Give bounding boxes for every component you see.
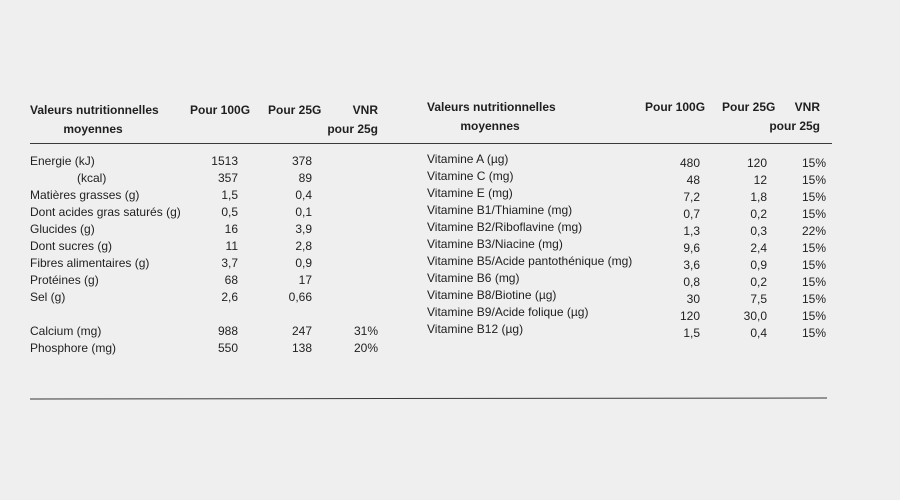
left-row-vnr: 31% (353, 324, 378, 338)
right-header-label-line1: Valeurs nutritionnelles (427, 100, 556, 114)
left-row-per25: 0,1 (295, 205, 312, 219)
right-row-per25: 0,9 (750, 258, 767, 272)
right-row-per100: 3,6 (683, 258, 700, 272)
right-row-per100: 480 (679, 156, 700, 170)
left-row-label: Calcium (mg) (30, 324, 102, 338)
right-row-label: Vitamine B6 (mg) (427, 271, 520, 285)
right-header-label (427, 98, 556, 136)
left-header-label-line2: moyennes (63, 122, 123, 136)
left-header-vnr-line1: VNR (352, 103, 378, 117)
left-row-vnr: 20% (353, 341, 378, 355)
right-header-per25: Pour 25G (722, 100, 776, 114)
right-header-label-line2: moyennes (460, 119, 520, 133)
left-header-label-line1: Valeurs nutritionnelles (30, 103, 159, 117)
left-row-per25: 378 (291, 154, 312, 168)
left-row-per100: 1513 (211, 154, 238, 168)
left-row-per25: 138 (291, 341, 312, 355)
left-row-per100: 357 (217, 171, 238, 185)
right-header-vnr (760, 98, 820, 136)
right-row-vnr: 15% (801, 156, 826, 170)
right-row-label: Vitamine B5/Acide pantothénique (mg) (427, 254, 633, 268)
right-row-vnr: 15% (801, 173, 826, 187)
left-row-label: Fibres alimentaires (g) (30, 256, 150, 270)
left-header-per100: Pour 100G (190, 103, 251, 117)
right-row-per25: 2,4 (750, 241, 767, 255)
right-row-per25: 1,8 (750, 190, 767, 204)
right-row-label: Vitamine E (mg) (427, 186, 513, 200)
right-row-vnr: 15% (801, 309, 826, 323)
left-row-per25: 2,8 (295, 239, 312, 253)
left-row-per100: 2,6 (221, 290, 238, 304)
right-row-per100: 9,6 (683, 241, 700, 255)
left-row-label: Energie (kJ) (30, 154, 95, 168)
left-row-per25: 0,9 (295, 256, 312, 270)
left-header-label (30, 101, 159, 139)
right-row-per100: 120 (679, 309, 700, 323)
right-row-label: Vitamine B2/Riboflavine (mg) (427, 220, 583, 234)
right-row-per100: 0,7 (683, 207, 700, 221)
right-row-label: Vitamine B12 (µg) (427, 322, 524, 336)
right-row-vnr: 15% (801, 241, 826, 255)
right-row-vnr: 15% (801, 292, 826, 306)
right-row-label: Vitamine B8/Biotine (µg) (427, 288, 557, 302)
right-row-vnr: 15% (801, 207, 826, 221)
left-row-per25: 3,9 (295, 222, 312, 236)
header-divider (30, 143, 832, 144)
left-header-per25: Pour 25G (268, 103, 322, 117)
left-row-label: Dont sucres (g) (30, 239, 113, 253)
right-row-vnr: 15% (801, 275, 826, 289)
right-row-per25: 0,4 (750, 326, 767, 340)
right-row-per100: 48 (686, 173, 700, 187)
right-row-vnr: 22% (801, 224, 826, 238)
right-row-per25: 120 (746, 156, 767, 170)
right-row-per25: 12 (753, 173, 767, 187)
left-row-per25: 247 (291, 324, 312, 338)
left-row-per100: 550 (217, 341, 238, 355)
left-row-per100: 0,5 (221, 205, 238, 219)
right-header-vnr-line2: pour 25g (769, 119, 820, 133)
right-row-label: Vitamine C (mg) (427, 169, 514, 183)
right-header-per100: Pour 100G (645, 100, 706, 114)
left-row-label: Dont acides gras saturés (g) (30, 205, 181, 219)
right-row-label: Vitamine A (µg) (427, 152, 509, 166)
left-row-per25: 17 (298, 273, 312, 287)
right-row-per25: 0,2 (750, 275, 767, 289)
bottom-divider (30, 398, 827, 400)
left-row-per100: 3,7 (221, 256, 238, 270)
right-row-per100: 30 (686, 292, 700, 306)
left-row-per100: 16 (224, 222, 238, 236)
right-row-per100: 1,3 (683, 224, 700, 238)
right-row-vnr: 15% (801, 190, 826, 204)
right-row-per25: 0,2 (750, 207, 767, 221)
left-row-per100: 68 (224, 273, 238, 287)
left-row-label: (kcal) (77, 171, 107, 185)
left-header-vnr-line2: pour 25g (327, 122, 378, 136)
left-row-per25: 89 (298, 171, 312, 185)
right-row-label: Vitamine B1/Thiamine (mg) (427, 203, 573, 217)
right-row-per25: 7,5 (750, 292, 767, 306)
left-row-per100: 11 (225, 239, 238, 253)
left-row-label: Glucides (g) (30, 222, 95, 236)
right-row-per100: 7,2 (683, 190, 700, 204)
left-row-label: Sel (g) (30, 290, 66, 304)
right-row-per25: 30,0 (743, 309, 767, 323)
left-row-per25: 0,66 (288, 290, 312, 304)
right-row-label: Vitamine B3/Niacine (mg) (427, 237, 563, 251)
left-header-vnr (318, 101, 378, 139)
right-header-vnr-line1: VNR (794, 100, 820, 114)
left-row-label: Protéines (g) (30, 273, 99, 287)
left-row-per100: 1,5 (221, 188, 238, 202)
right-row-per100: 0,8 (683, 275, 700, 289)
left-row-per100: 988 (217, 324, 238, 338)
left-row-label: Phosphore (mg) (30, 341, 117, 355)
right-row-vnr: 15% (801, 326, 826, 340)
right-row-vnr: 15% (801, 258, 826, 272)
right-row-label: Vitamine B9/Acide folique (µg) (427, 305, 589, 319)
left-row-label: Matières grasses (g) (30, 188, 140, 202)
right-row-per25: 0,3 (750, 224, 767, 238)
left-row-per25: 0,4 (295, 188, 312, 202)
right-row-per100: 1,5 (683, 326, 700, 340)
